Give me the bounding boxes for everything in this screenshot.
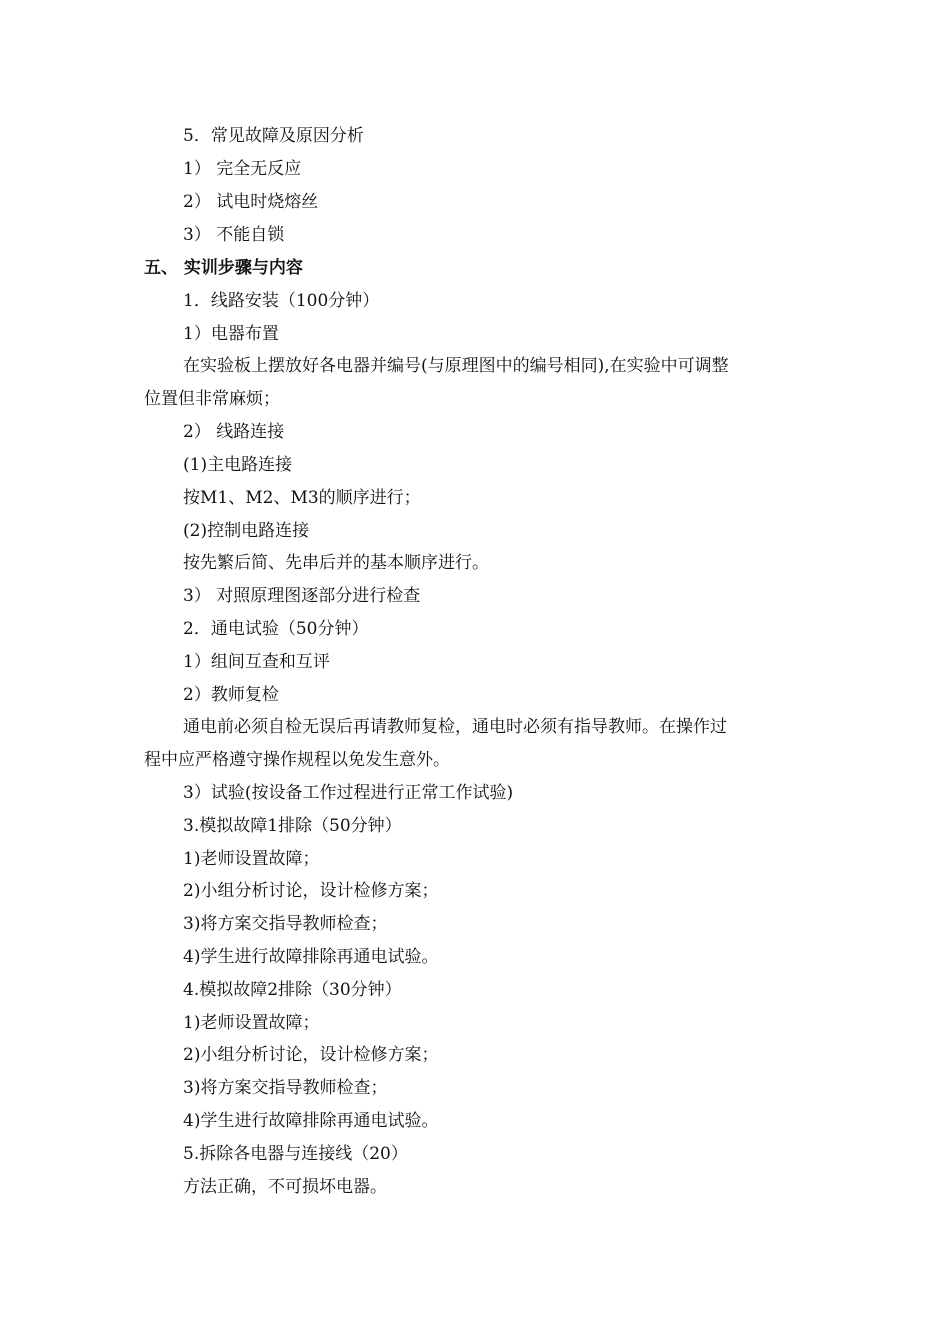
paragraph-line: 位置但非常麻烦； [144,389,280,409]
step-heading-dismantle: 5.拆除各电器与连接线（20） [183,1144,408,1164]
list-item: 4)学生进行故障排除再通电试验。 [183,947,439,967]
substep-trial: 3）试验(按设备工作过程进行正常工作试验) [183,783,514,803]
wiring-main-circuit: (1)主电路连接 [183,455,293,475]
step-heading-fault-2: 4.模拟故障2排除（30分钟） [183,980,402,1000]
fault-item-3: 3） 不能自锁 [183,225,285,245]
paragraph-line: 通电前必须自检无误后再请教师复检，通电时必须有指导教师。在操作过 [183,717,727,737]
substep-teacher-check: 2）教师复检 [183,685,279,705]
substep-peer-check: 1）组间互查和互评 [183,652,330,672]
list-item: 1)老师设置故障； [183,1013,320,1033]
step-heading-power-test: 2．通电试验（50分钟） [183,619,369,639]
fault-item-2: 2） 试电时烧熔丝 [183,192,319,212]
substep-layout: 1）电器布置 [183,324,279,344]
paragraph-line: 程中应严格遵守操作规程以免发生意外。 [144,750,450,770]
paragraph-line: 在实验板上摆放好各电器并编号(与原理图中的编号相同),在实验中可调整 [183,356,729,376]
list-item: 2)小组分析讨论，设计检修方案； [183,1045,439,1065]
paragraph-line: 按M1、M2、M3的顺序进行； [183,488,421,508]
list-item: 2)小组分析讨论，设计检修方案； [183,881,439,901]
list-item: 3)将方案交指导教师检查； [183,914,388,934]
paragraph-line: 方法正确，不可损坏电器。 [183,1177,387,1197]
substep-check: 3） 对照原理图逐部分进行检查 [183,586,421,606]
chapter-heading-steps: 五、 实训步骤与内容 [144,258,303,278]
wiring-control-circuit: (2)控制电路连接 [183,521,310,541]
paragraph-line: 按先繁后简、先串后并的基本顺序进行。 [183,553,489,573]
list-item: 1)老师设置故障； [183,849,320,869]
list-item: 4)学生进行故障排除再通电试验。 [183,1111,439,1131]
substep-wiring: 2） 线路连接 [183,422,285,442]
step-heading-fault-1: 3.模拟故障1排除（50分钟） [183,816,402,836]
fault-item-1: 1） 完全无反应 [183,159,302,179]
section-heading-faults: 5．常见故障及原因分析 [183,126,364,146]
step-heading-install: 1．线路安装（100分钟） [183,291,380,311]
list-item: 3)将方案交指导教师检查； [183,1078,388,1098]
